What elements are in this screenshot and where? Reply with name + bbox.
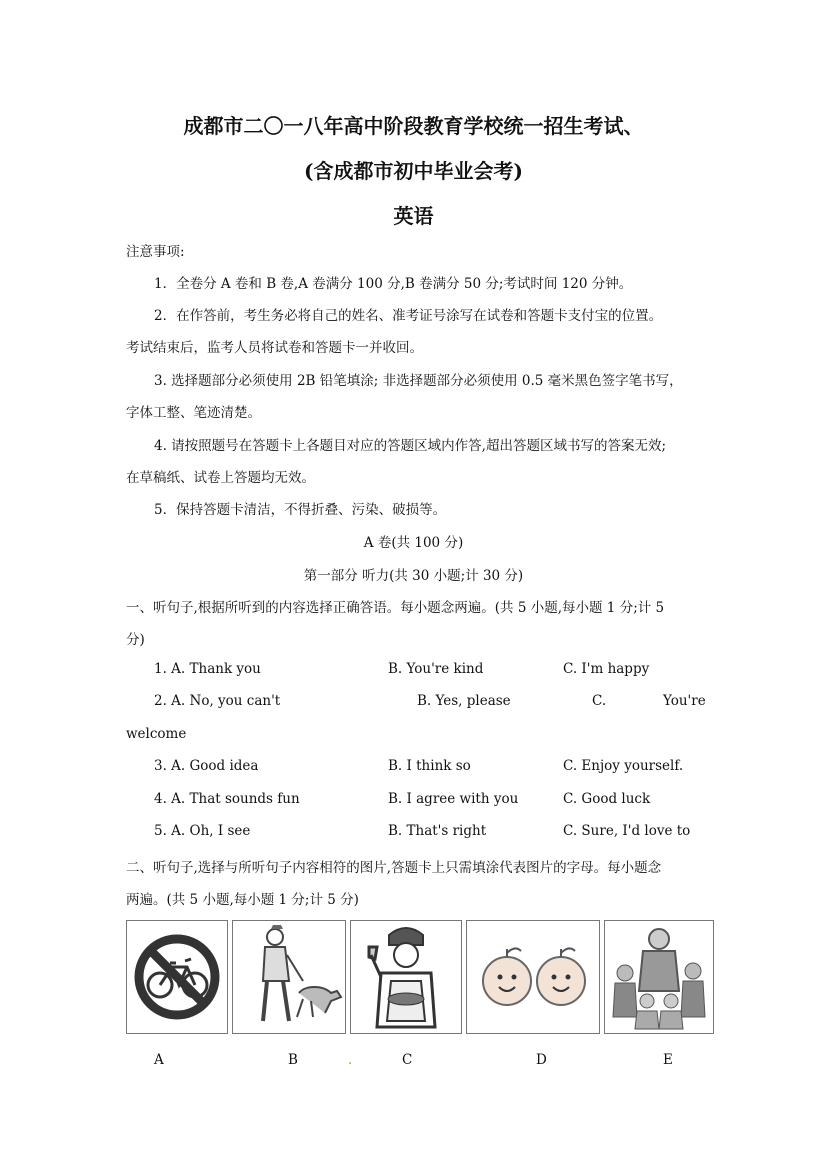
- picture-label-d: D: [536, 1052, 547, 1068]
- note-2: 2．在作答前，考生务必将自己的姓名、准考证号涂写在试卷和答题卡支付宝的位置。: [154, 308, 663, 324]
- q1-item-2-option-c-text: You're: [663, 693, 706, 709]
- note-3: 3. 选择题部分必须使用 2B 铅笔填涂; 非选择题部分必须使用 0.5 毫米黑色签字笔书写，: [154, 373, 683, 389]
- note-5: 5．保持答题卡清洁，不得折叠、污染、破损等。: [154, 502, 447, 518]
- man-with-dog-icon: [233, 921, 345, 1033]
- q1-item-2-option-a: 2. A. No, you can't: [154, 693, 281, 709]
- q1-item-2-option-c: C.: [592, 693, 607, 709]
- section-a-title: A 卷(共 100 分): [363, 535, 464, 551]
- note-4-cont: 在草稿纸、试卷上答题均无效。: [126, 470, 315, 486]
- q1-item-5-option-b: B. That's right: [388, 823, 487, 839]
- cook-icon: [351, 921, 461, 1033]
- picture-c-cook: [350, 920, 462, 1034]
- q1-item-1-option-c: C. I'm happy: [563, 661, 650, 677]
- q1-item-3-option-a: 3. A. Good idea: [154, 758, 259, 774]
- q1-instruction-cont: 分): [126, 632, 145, 648]
- picture-label-c: C: [402, 1052, 413, 1068]
- picture-label-b: B: [288, 1052, 298, 1068]
- q1-item-2-option-c-cont: welcome: [126, 726, 187, 742]
- exam-title: 成都市二〇一八年高中阶段教育学校统一招生考试、: [183, 114, 644, 138]
- picture-e-crowd: [604, 920, 714, 1034]
- q1-item-5-option-c: C. Sure, I'd love to: [563, 823, 691, 839]
- q1-item-1-option-a: 1. A. Thank you: [154, 661, 261, 677]
- note-1: 1．全卷分 A 卷和 B 卷,A 卷满分 100 分,B 卷满分 50 分;考试时间 120 分钟。: [154, 276, 633, 292]
- q1-item-5-option-a: 5. A. Oh, I see: [154, 823, 251, 839]
- q2-instruction: 二、听句子,选择与所听句子内容相符的图片,答题卡上只需填涂代表图片的字母。每小题念: [126, 860, 662, 876]
- q1-instruction: 一、听句子,根据所听到的内容选择正确答语。每小题念两遍。(共 5 小题,每小题 1 分;计 5: [126, 600, 665, 616]
- no-bicycle-icon: [127, 921, 227, 1033]
- exam-subtitle: (含成都市初中毕业会考): [304, 159, 523, 183]
- q1-item-4-option-c: C. Good luck: [563, 791, 651, 807]
- note-2-cont: 考试结束后，监考人员将试卷和答题卡一并收回。: [126, 340, 423, 356]
- picture-a-no-bicycle: [126, 920, 228, 1034]
- q1-item-4-option-a: 4. A. That sounds fun: [154, 791, 300, 807]
- q1-item-3-option-c: C. Enjoy yourself.: [563, 758, 684, 774]
- subject-title: 英语: [393, 204, 434, 228]
- q1-item-2-option-b: B. Yes, please: [417, 693, 511, 709]
- q2-instruction-cont: 两遍。(共 5 小题,每小题 1 分;计 5 分): [126, 892, 359, 908]
- note-3-cont: 字体工整、笔迹清楚。: [126, 405, 261, 421]
- q1-item-1-option-b: B. You're kind: [388, 661, 484, 677]
- notes-heading: 注意事项:: [126, 244, 185, 260]
- picture-label-e: E: [663, 1052, 673, 1068]
- stray-dot: .: [348, 1052, 353, 1068]
- smiling-fruits-icon: [467, 921, 599, 1033]
- q1-item-3-option-b: B. I think so: [388, 758, 471, 774]
- note-4: 4. 请按照题号在答题卡上各题目对应的答题区域内作答,超出答题区域书写的答案无效;: [154, 438, 667, 454]
- picture-d-two-fruits: [466, 920, 600, 1034]
- picture-label-a: A: [154, 1052, 164, 1068]
- q1-item-4-option-b: B. I agree with you: [388, 791, 519, 807]
- picture-b-man-walking-dog: [232, 920, 346, 1034]
- crowd-icon: [605, 921, 713, 1033]
- part-1-title: 第一部分 听力(共 30 小题;计 30 分): [303, 568, 524, 584]
